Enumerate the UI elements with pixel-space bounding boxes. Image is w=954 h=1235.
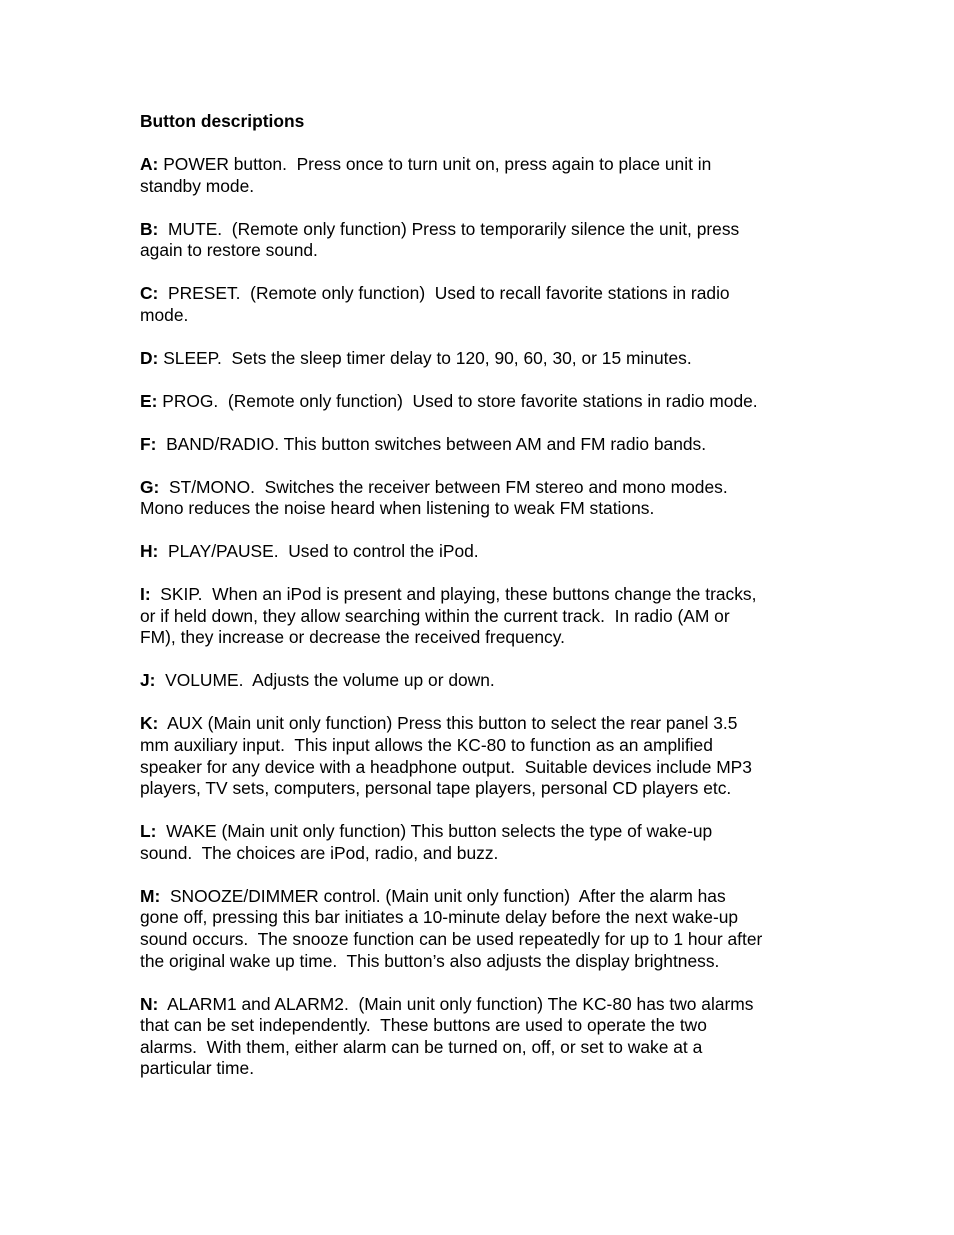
description-text: SKIP. When an iPod is present and playing, these buttons change the tracks, xyxy=(150,584,757,605)
button-description xyxy=(140,994,830,1080)
description-text: mode. xyxy=(140,304,189,325)
button-letter: B: xyxy=(140,218,159,239)
button-letter: L: xyxy=(140,821,157,842)
description-line xyxy=(140,1015,830,1037)
button-letter: I: xyxy=(140,584,151,605)
description-line xyxy=(140,305,830,327)
button-letter: E: xyxy=(140,390,158,411)
button-description xyxy=(140,541,830,563)
description-text: or if held down, they allow searching within the current track. In radio (AM or xyxy=(140,605,730,626)
description-line xyxy=(140,391,830,413)
button-letter: M: xyxy=(140,885,161,906)
button-letter: J: xyxy=(140,670,156,691)
button-description xyxy=(140,713,830,799)
description-text: sound occurs. The snooze function can be used repeatedly for up to 1 hour after xyxy=(140,928,763,949)
description-text: ST/MONO. Switches the receiver between FM stereo and mono modes. xyxy=(159,476,728,497)
description-text: mm auxiliary input. This input allows the KC-80 to function as an amplified xyxy=(140,734,713,755)
button-letter: F: xyxy=(140,433,157,454)
description-line xyxy=(140,843,830,865)
description-text: alarms. With them, either alarm can be turned on, off, or set to wake at a xyxy=(140,1036,703,1057)
description-text: POWER button. Press once to turn unit on, press again to place unit in xyxy=(158,153,712,174)
description-line xyxy=(140,240,830,262)
description-line xyxy=(140,283,830,305)
description-line xyxy=(140,606,830,628)
section-heading: Button descriptions xyxy=(140,111,305,131)
description-text: players, TV sets, computers, personal tape players, personal CD players etc. xyxy=(140,778,732,799)
description-line xyxy=(140,670,830,692)
description-text: that can be set independently. These buttons are used to operate the two xyxy=(140,1015,707,1036)
description-text: WAKE (Main unit only function) This button selects the type of wake-up xyxy=(156,821,713,842)
description-text: AUX (Main unit only function) Press this button to select the rear panel 3.5 xyxy=(158,713,738,734)
description-text: VOLUME. Adjusts the volume up or down. xyxy=(155,670,495,691)
description-line xyxy=(140,821,830,843)
description-text: standby mode. xyxy=(140,175,255,196)
description-line xyxy=(140,348,830,370)
document-page xyxy=(140,111,830,1080)
description-line xyxy=(140,713,830,735)
description-line xyxy=(140,1058,830,1080)
description-line xyxy=(140,929,830,951)
description-line xyxy=(140,1037,830,1059)
description-text: MUTE. (Remote only function) Press to temporarily silence the unit, press xyxy=(158,218,740,239)
description-text: PROG. (Remote only function) Used to store favorite stations in radio mode. xyxy=(157,390,758,411)
description-text: Mono reduces the noise heard when listening to weak FM stations. xyxy=(140,498,655,519)
button-letter: G: xyxy=(140,476,160,497)
button-description xyxy=(140,670,830,692)
description-line xyxy=(140,498,830,520)
button-description xyxy=(140,154,830,197)
button-description xyxy=(140,283,830,326)
description-line xyxy=(140,541,830,563)
description-line xyxy=(140,154,830,176)
description-line xyxy=(140,477,830,499)
description-line xyxy=(140,994,830,1016)
description-text: PRESET. (Remote only function) Used to recall favorite stations in radio xyxy=(158,283,730,304)
description-line xyxy=(140,778,830,800)
button-description xyxy=(140,434,830,456)
description-text: PLAY/PAUSE. Used to control the iPod. xyxy=(158,541,479,562)
button-letter: C: xyxy=(140,283,159,304)
description-text: particular time. xyxy=(140,1058,255,1079)
description-line xyxy=(140,434,830,456)
button-description xyxy=(140,348,830,370)
button-description xyxy=(140,219,830,262)
button-description xyxy=(140,391,830,413)
description-line xyxy=(140,907,830,929)
button-description xyxy=(140,477,830,520)
button-description-list xyxy=(140,154,830,1080)
button-letter: N: xyxy=(140,993,159,1014)
description-text: sound. The choices are iPod, radio, and buzz. xyxy=(140,842,499,863)
description-line xyxy=(140,584,830,606)
description-line xyxy=(140,757,830,779)
button-letter: H: xyxy=(140,541,159,562)
button-letter: A: xyxy=(140,153,159,174)
description-line xyxy=(140,735,830,757)
button-letter: K: xyxy=(140,713,159,734)
description-text: ALARM1 and ALARM2. (Main unit only function) The KC-80 has two alarms xyxy=(158,993,754,1014)
description-text: SLEEP. Sets the sleep timer delay to 120, 90, 60, 30, or 15 minutes. xyxy=(158,347,692,368)
description-text: again to restore sound. xyxy=(140,240,318,261)
description-line xyxy=(140,627,830,649)
description-line xyxy=(140,176,830,198)
description-line xyxy=(140,219,830,241)
description-text: BAND/RADIO. This button switches between AM and FM radio bands. xyxy=(156,433,707,454)
description-text: speaker for any device with a headphone output. Suitable devices include MP3 xyxy=(140,756,752,777)
button-letter: D: xyxy=(140,347,159,368)
description-line xyxy=(140,886,830,908)
button-description xyxy=(140,886,830,972)
button-description xyxy=(140,821,830,864)
description-text: gone off, pressing this bar initiates a 10-minute delay before the next wake-up xyxy=(140,907,739,928)
description-text: FM), they increase or decrease the received frequency. xyxy=(140,627,565,648)
description-text: SNOOZE/DIMMER control. (Main unit only function) After the alarm has xyxy=(160,885,726,906)
button-description xyxy=(140,584,830,649)
description-text: the original wake up time. This button’s also adjusts the display brightness. xyxy=(140,950,720,971)
description-line xyxy=(140,951,830,973)
